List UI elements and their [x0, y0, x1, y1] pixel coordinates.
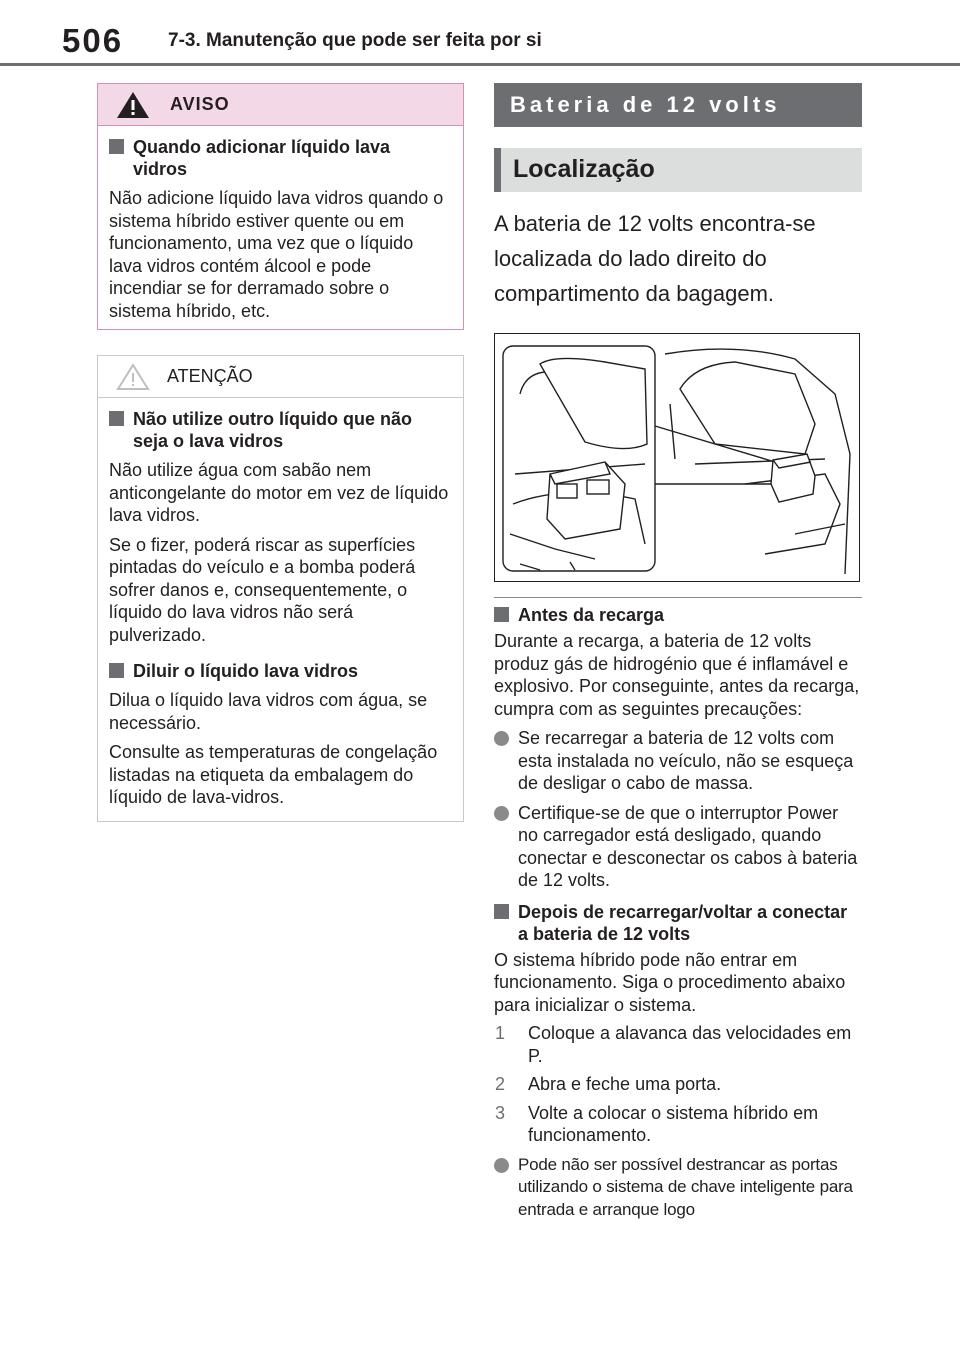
caution-label: ATENÇÃO — [167, 366, 253, 386]
bullet-item: Pode não ser possível destrancar as portas utilizando o sistema de chave inteligente para entrada e arranque logo — [494, 1154, 862, 1222]
caution-header — [98, 356, 463, 398]
header-rule — [0, 63, 960, 66]
battery-location-illustration-icon — [495, 334, 859, 581]
caution-text-2b: Consulte as temperaturas de congelação listadas na etiqueta da embalagem do líquido de lava-vidros. — [109, 742, 438, 807]
battery-location-figure — [494, 333, 860, 582]
section-divider — [494, 597, 862, 598]
caution-text-2a: Dilua o líquido lava vidros com água, se necessário. — [109, 690, 428, 733]
warning-header — [98, 84, 463, 126]
circle-bullet-icon — [494, 806, 509, 821]
circle-bullet-icon — [494, 731, 509, 746]
caution-heading-1: Não utilize outro líquido que não seja o lava vidros — [109, 408, 449, 452]
circle-bullet-icon — [494, 1158, 509, 1173]
caution-text-1a: Não utilize água com sabão nem anticongelante do motor em vez de líquido lava vidros. — [109, 460, 449, 525]
caution-box — [97, 355, 464, 822]
location-intro: A bateria de 12 volts encontra-se localizada do lado direito do compartimento da bagagem. — [494, 211, 816, 306]
warning-label: AVISO — [170, 94, 230, 114]
step-item: 3 Volte a colocar o sistema híbrido em funcionamento. — [495, 1102, 819, 1145]
battery-section — [494, 83, 862, 1221]
warning-text: Não adicione líquido lava vidros quando o sistema híbrido estiver quente ou em funcionamento, uma vez que o líquido lava vidros contém álcool e pode incendiar se for derramado sobre o sistema híbrido, etc. — [109, 188, 444, 321]
page-number: 506 — [62, 22, 124, 59]
warning-heading: Quando adicionar líquido lava vidros — [109, 136, 449, 180]
square-bullet-icon — [109, 411, 124, 426]
location-subtitle: Localização — [494, 148, 862, 192]
warning-triangle-icon — [116, 91, 150, 119]
caution-heading-2: Diluir o líquido lava vidros — [109, 660, 449, 682]
section-title: 7-3. Manutenção que pode ser feita por si — [168, 30, 542, 51]
depois-text: O sistema híbrido pode não entrar em funcionamento. Siga o procedimento abaixo para inicializar o sistema. — [494, 949, 846, 1015]
step-item: 2 Abra e feche uma porta. — [495, 1074, 722, 1094]
caution-triangle-icon — [116, 363, 150, 391]
square-bullet-icon — [109, 139, 124, 154]
caution-text-1b: Se o fizer, poderá riscar as superfícies pintadas do veículo e a bomba poderá sofrer danos e, consequentemente, o líquido do lava vidros não será pulverizado. — [109, 534, 416, 645]
square-bullet-icon — [494, 607, 509, 622]
square-bullet-icon — [494, 904, 509, 919]
antes-text: Durante a recarga, a bateria de 12 volts produz gás de hidrogénio que é inflamável e explosivo. Por conseguinte, antes da recarga, cumpra com as seguintes precauções: — [494, 631, 860, 719]
bullet-item: Se recarregar a bateria de 12 volts com esta instalada no veículo, não se esqueça de desligar o cabo de massa. — [494, 727, 862, 795]
depois-heading: Depois de recarregar/voltar a conectar a bateria de 12 volts — [494, 901, 862, 945]
battery-section-title: Bateria de 12 volts — [494, 83, 862, 127]
antes-heading: Antes da recarga — [494, 604, 862, 626]
bullet-item: Certifique-se de que o interruptor Power no carregador está desligado, quando conectar e desconectar os cabos à bateria de 12 volts. — [494, 802, 862, 892]
square-bullet-icon — [109, 663, 124, 678]
step-item: 1 Coloque a alavanca das velocidades em P. — [495, 1023, 852, 1066]
warning-box — [97, 83, 464, 330]
